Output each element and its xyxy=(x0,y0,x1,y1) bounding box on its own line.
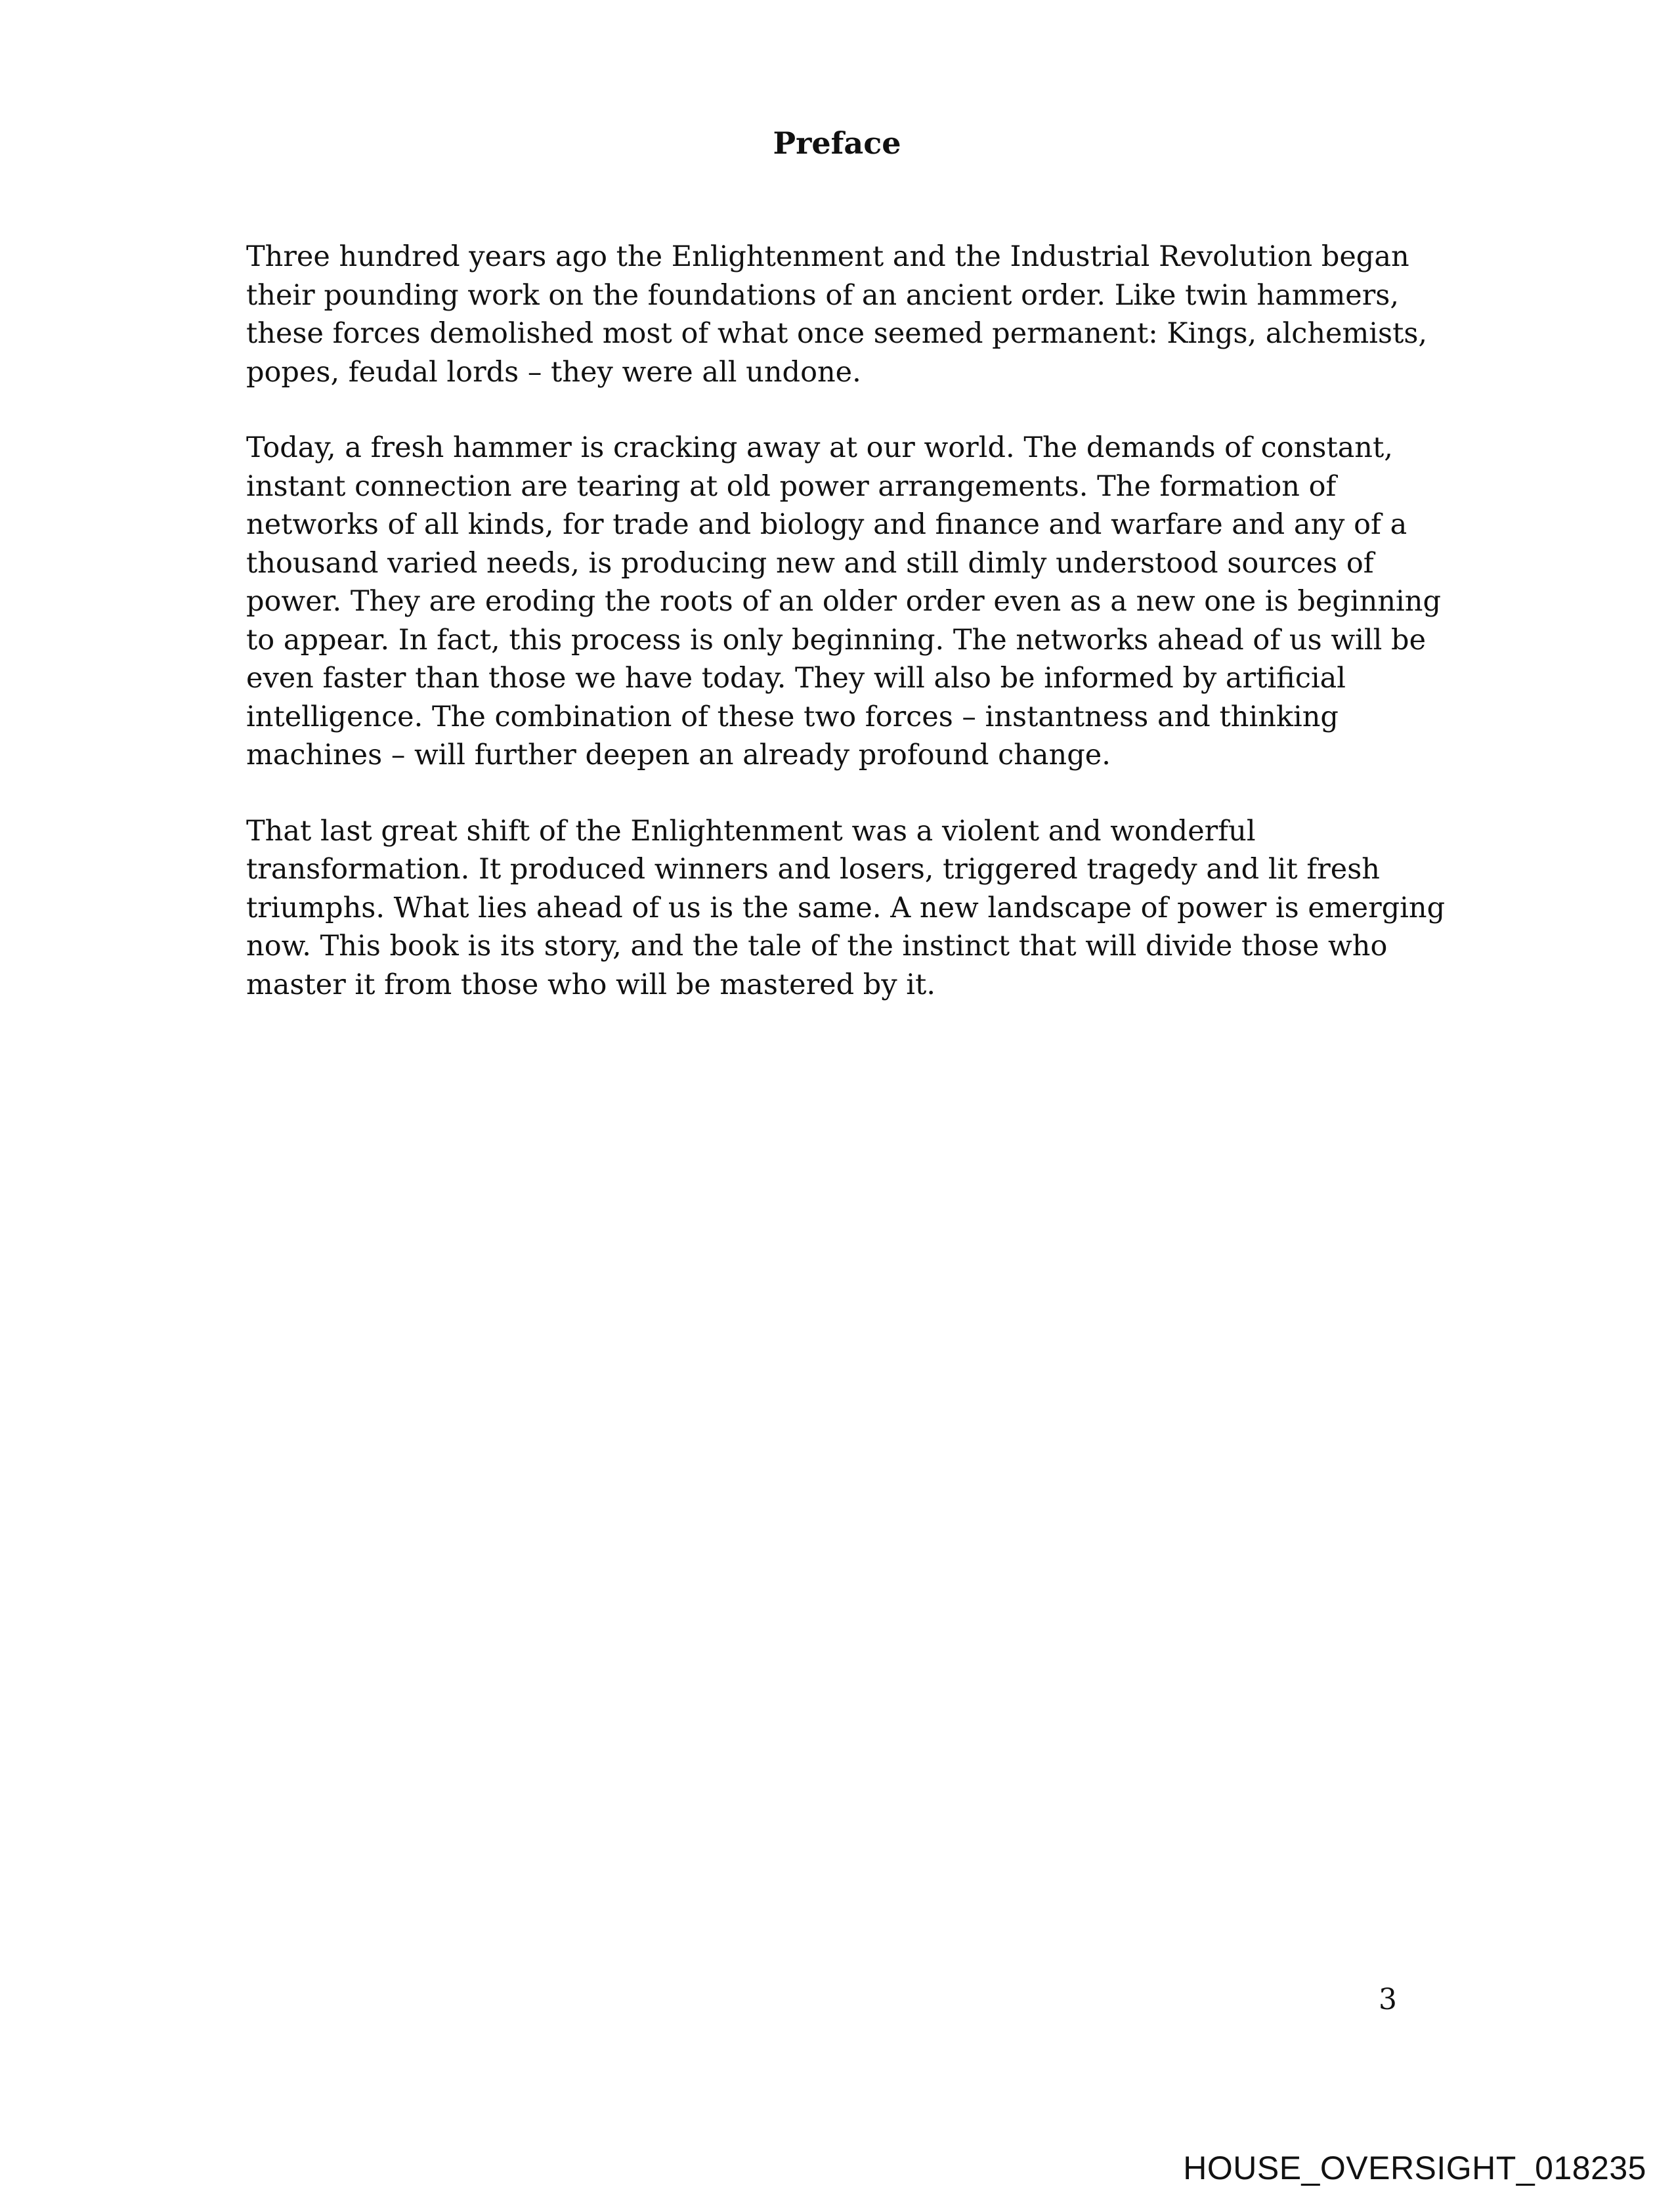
paragraph-2 xyxy=(246,429,1442,775)
text-line: machines – will further deepen an already profound change. xyxy=(246,739,1111,771)
text-line: even faster than those we have today. They will also be informed by artificial xyxy=(246,662,1346,695)
paragraph-1 xyxy=(246,238,1428,391)
bates-number: HOUSE_OVERSIGHT_018235 xyxy=(1183,2150,1646,2186)
text-line: instant connection are tearing at old power arrangements. The formation of xyxy=(246,469,1337,503)
text-line: to appear. In fact, this process is only beginning. The networks ahead of us will be xyxy=(246,623,1427,657)
text-line: intelligence. The combination of these two forces – instantness and thinking xyxy=(246,700,1339,733)
text-line: Today, a fresh hammer is cracking away at our world. The demands of constant, xyxy=(246,431,1393,464)
text-line: popes, feudal lords – they were all undone. xyxy=(246,355,861,389)
paragraph-3 xyxy=(246,812,1446,1005)
text-line: master it from those who will be mastered by it. xyxy=(246,968,935,1001)
text-line: thousand varied needs, is producing new and still dimly understood sources of xyxy=(246,546,1374,580)
page-number: 3 xyxy=(1379,1983,1397,2016)
body-text xyxy=(246,238,1446,1041)
text-line: power. They are eroding the roots of an older order even as a new one is beginning xyxy=(246,585,1442,618)
text-line: these forces demolished most of what once seemed permanent: Kings, alchemists, xyxy=(246,317,1428,350)
page-title: Preface xyxy=(773,125,901,161)
text-line: transformation. It produced winners and losers, triggered tragedy and lit fresh xyxy=(246,853,1380,886)
text-line: That last great shift of the Enlightenment was a violent and wonderful xyxy=(246,814,1256,848)
text-line: triumphs. What lies ahead of us is the same. A new landscape of power is emerging xyxy=(246,891,1446,924)
text-line: now. This book is its story, and the tale of the instinct that will divide those who xyxy=(246,930,1388,963)
text-line: networks of all kinds, for trade and biology and finance and warfare and any of a xyxy=(246,508,1407,541)
text-line: their pounding work on the foundations of an ancient order. Like twin hammers, xyxy=(246,278,1399,312)
text-line: Three hundred years ago the Enlightenment and the Industrial Revolution began xyxy=(246,240,1409,273)
